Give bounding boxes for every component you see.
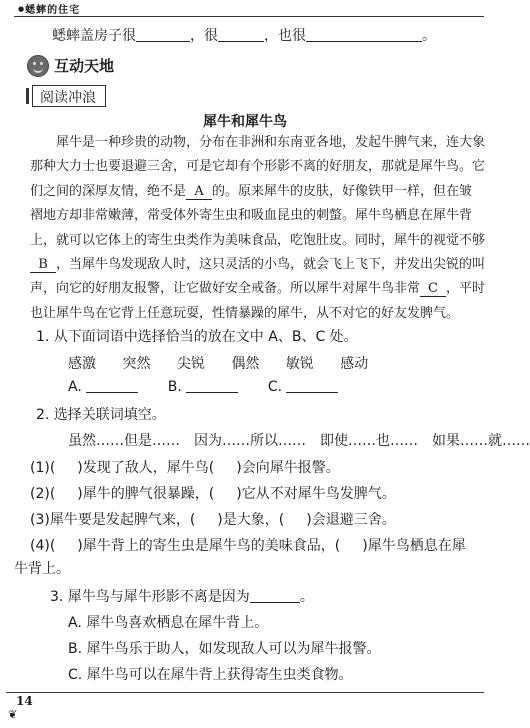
answer-blank-a[interactable] bbox=[86, 378, 138, 393]
tag-bar-icon bbox=[26, 88, 29, 104]
question-3-option[interactable]: C. 犀牛鸟可以在犀牛背上获得寄生虫类食物。 bbox=[68, 667, 353, 683]
answer-blank[interactable] bbox=[136, 27, 190, 42]
article-line: 声，向它的好朋友报警，让它做好安全戒备。所以犀牛对犀牛鸟非常 C ，平时 bbox=[30, 281, 486, 297]
word-option[interactable]: 偶然 bbox=[231, 356, 260, 372]
article-body bbox=[30, 131, 486, 326]
answer-blank-c[interactable] bbox=[286, 378, 338, 393]
answer-blank[interactable] bbox=[250, 588, 300, 603]
intro-sentence: 蟋蟀盖房子很 ，很 ，也很 。 bbox=[52, 28, 436, 44]
question-1-answers: A. B. C. bbox=[68, 378, 338, 396]
question-2-item: (4)( )犀牛背上的寄生虫是犀牛鸟的美味食品，( )犀牛鸟栖息在犀 bbox=[30, 538, 466, 554]
word-option[interactable]: 突然 bbox=[122, 356, 151, 372]
question-2-prompt: 2. 选择关联词填空。 bbox=[36, 407, 166, 423]
conjunction-bank: 虽然……但是…… 因为……所以…… 即使……也…… 如果……就…… bbox=[68, 433, 530, 449]
page-footer bbox=[6, 692, 486, 722]
leaf-ornament-icon: ❦ bbox=[8, 708, 18, 721]
running-title: ● 蟋蟀的住宅 bbox=[18, 1, 80, 16]
footer-rule bbox=[6, 692, 484, 693]
article-line: 上，就可以它体上的寄生虫类作为美味食品，吃饱肚皮。同时，犀牛的视觉不够 bbox=[30, 232, 486, 248]
article-line: B ，当犀牛鸟发现敌人时，这只灵活的小鸟，就会飞上飞下，并发出尖锐的叫 bbox=[30, 253, 468, 277]
article-line: 褶地方却非常嫩薄，常受体外寄生虫和吸血昆虫的刺螫。犀牛鸟栖息在犀牛背 bbox=[30, 208, 473, 224]
reading-tag: 阅读冲浪 bbox=[32, 85, 106, 107]
answer-blank[interactable] bbox=[306, 27, 422, 42]
word-bank bbox=[68, 353, 390, 373]
word-option[interactable]: 尖锐 bbox=[176, 356, 205, 372]
smiley-icon bbox=[27, 55, 49, 77]
page-number: 14 bbox=[16, 694, 33, 708]
question-3-option[interactable]: B. 犀牛鸟乐于助人，如发现敌人可以为犀牛报警。 bbox=[68, 641, 381, 657]
article-line: 那种大力士也要退避三舍，可是它却有个形影不离的好朋友，那就是犀牛鸟。它 bbox=[30, 159, 486, 175]
question-2-item: (3)犀牛要是发起脾气来，( )是大象，( )会退避三舍。 bbox=[30, 512, 396, 528]
question-2-item: (2)( )犀牛的脾气很暴躁，( )它从不对犀牛鸟发脾气。 bbox=[30, 486, 396, 502]
answer-blank[interactable] bbox=[218, 27, 264, 42]
article-line: 们之间的深厚友情，绝不是 A 的。原来犀牛的皮肤，好像铁甲一样，但在皱 bbox=[30, 183, 473, 199]
question-2-item-continued: 牛背上。 bbox=[14, 561, 70, 577]
running-header bbox=[14, 0, 484, 17]
section-title: 互动天地 bbox=[54, 57, 115, 75]
question-3-prompt: 3. 犀牛鸟与犀牛形影不离是因为 。 bbox=[50, 589, 314, 605]
question-2-item: (1)( )发现了敌人，犀牛鸟( )会向犀牛报警。 bbox=[30, 460, 340, 476]
answer-blank-b[interactable] bbox=[186, 378, 238, 393]
question-1-prompt: 1. 从下面词语中选择恰当的放在文中 A、B、C 处。 bbox=[36, 329, 358, 345]
blank-a[interactable]: A bbox=[186, 184, 212, 200]
blank-c[interactable]: C bbox=[420, 281, 446, 297]
word-option[interactable]: 感激 bbox=[68, 356, 96, 372]
article-title: 犀牛和犀牛鸟 bbox=[203, 114, 287, 130]
question-3-option[interactable]: A. 犀牛鸟喜欢栖息在犀牛背上。 bbox=[68, 615, 269, 631]
word-option[interactable]: 敏锐 bbox=[285, 356, 314, 372]
article-line: 犀牛是一种珍贵的动物，分布在非洲和东南亚各地，发起牛脾气来，连大象 bbox=[30, 135, 486, 150]
blank-b[interactable]: B bbox=[30, 257, 56, 273]
word-option[interactable]: 感动 bbox=[340, 356, 369, 372]
article-line: 也让犀牛鸟在它背上任意玩耍，性情暴躁的犀牛，从不对它的好友发脾气。 bbox=[30, 305, 460, 321]
